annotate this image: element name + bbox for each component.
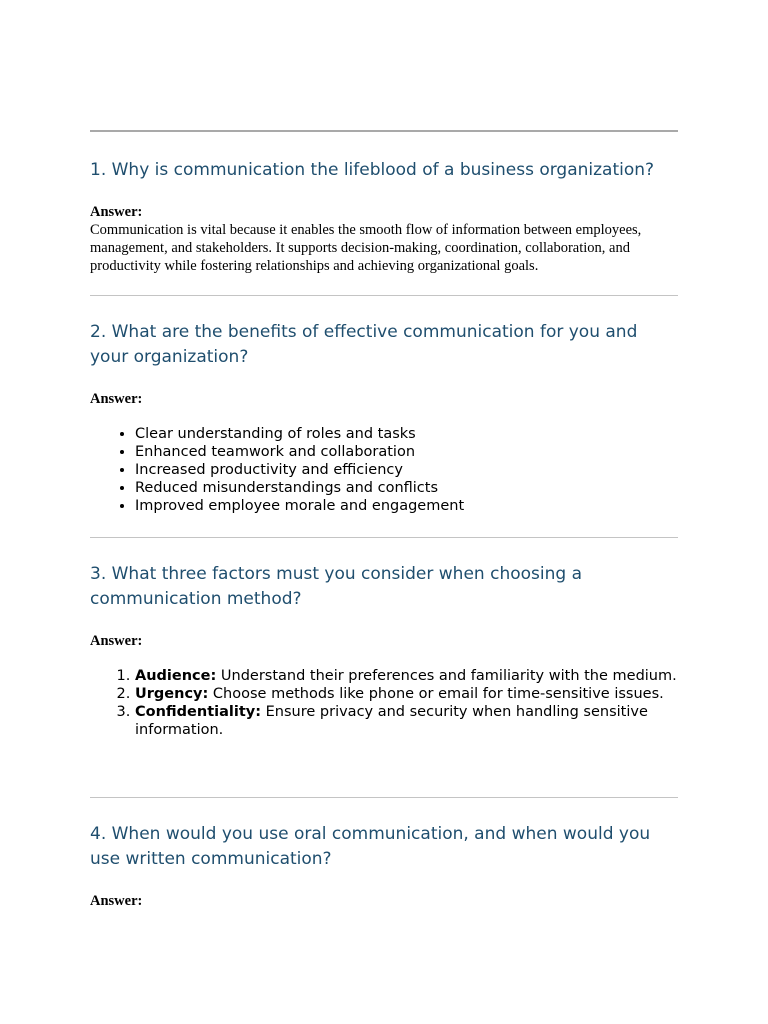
factors-list (90, 667, 723, 739)
list-item: • Improved employee morale and engagement (135, 497, 723, 515)
section-divider-1 (90, 295, 678, 296)
factor-term: Confidentiality: (135, 704, 262, 720)
question-1-answer-text: Communication is vital because it enables the smooth flow of information between employees, management, and stakeholders. It supports decision-making, coordination, collaboration, and productivity while fostering relationships and achieving organizational goals. (90, 222, 642, 274)
list-item (135, 667, 723, 685)
question-1-heading: 1. Why is communication the lifeblood of a business organization? (90, 160, 655, 180)
list-item: • Reduced misunderstandings and conflicts (135, 479, 723, 497)
question-3-heading: 3. What three factors must you consider when choosing a communication method? (90, 564, 582, 609)
list-item: • Increased productivity and efficiency (135, 461, 723, 479)
factor-text: Choose methods like phone or email for time-sensitive issues. (208, 686, 664, 702)
benefits-list (90, 425, 723, 515)
list-item (135, 703, 723, 739)
list-item: • Clear understanding of roles and tasks (135, 425, 723, 443)
factor-term: Audience: (135, 668, 217, 684)
list-item (135, 685, 723, 703)
question-2-answer-label: Answer: (90, 391, 143, 407)
question-3-answer-label: Answer: (90, 633, 143, 649)
top-divider (90, 130, 678, 132)
question-4-answer-label: Answer: (90, 893, 143, 909)
factor-term: Urgency: (135, 686, 209, 702)
question-4-heading: 4. When would you use oral communication, and when would you use written communication? (90, 824, 651, 869)
question-1-answer-label: Answer: (90, 204, 143, 220)
question-2-heading: 2. What are the benefits of effective communication for you and your organization? (90, 322, 638, 367)
section-divider-2 (90, 537, 678, 538)
factor-text: Understand their preferences and familiarity with the medium. (216, 668, 677, 684)
section-divider-3 (90, 797, 678, 798)
list-item: • Enhanced teamwork and collaboration (135, 443, 723, 461)
factor-text: Ensure privacy and security when handling sensitive information. (135, 704, 648, 738)
